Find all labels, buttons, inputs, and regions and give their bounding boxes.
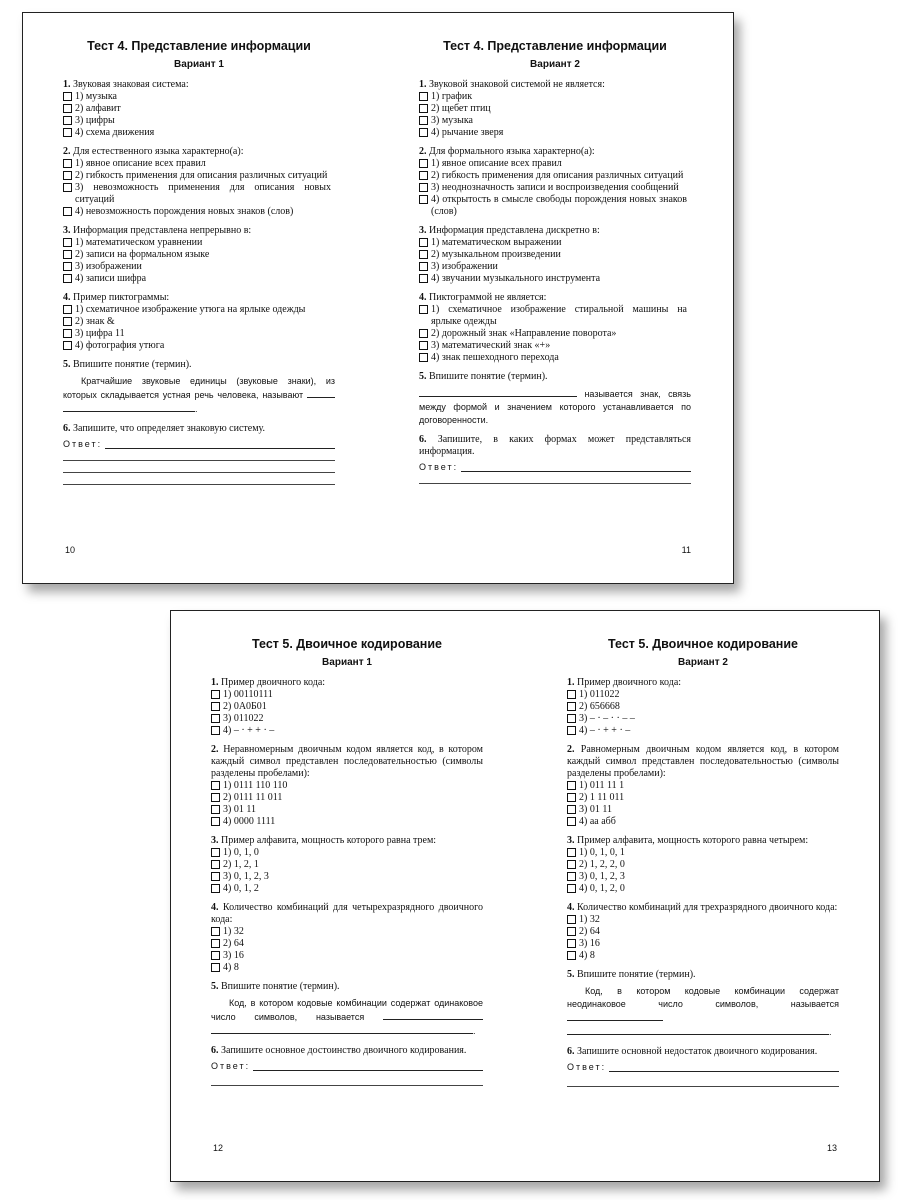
checkbox[interactable] — [63, 274, 72, 283]
question-text: Запишите, что определяет знаковую систему. — [73, 423, 266, 434]
option-1[interactable]: 1) музыка — [63, 91, 335, 103]
question-number: 3. — [211, 835, 219, 846]
option-2[interactable]: 2) 656668 — [567, 701, 839, 713]
option-1[interactable]: 1) математическом выражении — [419, 237, 691, 249]
variant-label: Вариант 1 — [174, 59, 224, 70]
question-number: 1. — [63, 79, 71, 90]
checkbox[interactable] — [419, 159, 428, 168]
checkbox[interactable] — [63, 128, 72, 137]
answer-row — [419, 462, 691, 472]
option-3[interactable]: 3) 01 11 — [567, 804, 839, 816]
question-text: Впишите понятие (термин). — [73, 359, 192, 370]
page-number: 12 — [213, 1143, 224, 1153]
checkbox[interactable] — [63, 329, 72, 338]
question-number: 6. — [567, 1046, 575, 1057]
checkbox[interactable] — [567, 872, 576, 881]
checkbox[interactable] — [567, 927, 576, 936]
fill-in-text: Код, в котором кодовые комбинации содержат неодинаковое число символов, называется . — [567, 986, 839, 1037]
option-1[interactable]: 1) математическом уравнении — [63, 237, 335, 249]
answer-blank[interactable] — [211, 1024, 473, 1034]
checkbox[interactable] — [63, 171, 72, 180]
checkbox[interactable] — [419, 274, 428, 283]
option-3[interactable]: 3) 011022 — [211, 713, 483, 725]
checkbox[interactable] — [567, 915, 576, 924]
answer-row — [211, 1061, 483, 1071]
option-1[interactable]: 1) явное описание всех правил — [63, 158, 335, 170]
checkbox[interactable] — [63, 104, 72, 113]
option-2[interactable]: 2) гибкость применения для описания различных ситуаций — [419, 170, 691, 182]
checkbox[interactable] — [567, 702, 576, 711]
question-number: 2. — [211, 744, 219, 755]
checkbox[interactable] — [567, 951, 576, 960]
checkbox[interactable] — [419, 353, 428, 362]
option-1[interactable]: 1) схематичное изображение утюга на ярлыке одежды — [63, 304, 335, 316]
checkbox[interactable] — [419, 104, 428, 113]
option-2[interactable]: 2) 64 — [211, 938, 483, 950]
variant-label: Вариант 2 — [530, 59, 580, 70]
question-5 — [567, 969, 839, 1039]
option-4[interactable]: 4) схема движения — [63, 127, 335, 139]
variant-label: Вариант 1 — [322, 657, 372, 668]
answer-line[interactable] — [63, 473, 335, 485]
question-number: 2. — [419, 146, 427, 157]
question-text: Впишите понятие (термин). — [221, 981, 340, 992]
question-1 — [211, 677, 483, 737]
checkbox[interactable] — [63, 183, 72, 192]
question-text: Информация представлена дискретно в: — [429, 225, 600, 236]
question-text: Звуковая знаковая система: — [73, 79, 189, 90]
question-3 — [211, 835, 483, 895]
option-2[interactable]: 2) дорожный знак «Направление поворота» — [419, 328, 691, 340]
question-number: 3. — [419, 225, 427, 236]
question-5 — [63, 359, 335, 416]
option-2[interactable]: 2) 1, 2, 2, 0 — [567, 859, 839, 871]
question-text: Для естественного языка характерно(а): — [73, 146, 244, 157]
page-title: Тест 4. Представление информации — [87, 39, 311, 53]
option-3[interactable]: 3) невозможность применения для описания новых ситуаций — [63, 182, 335, 206]
option-1[interactable]: 1) 011022 — [567, 689, 839, 701]
page-number: 13 — [826, 1143, 837, 1153]
checkbox[interactable] — [419, 128, 428, 137]
checkbox[interactable] — [567, 817, 576, 826]
checkbox[interactable] — [567, 714, 576, 723]
answer-label: Ответ: — [567, 1062, 607, 1072]
option-4[interactable]: 4) открытость в смысле свободы порождения новых знаков (слов) — [419, 194, 691, 218]
answer-line[interactable] — [253, 1061, 483, 1071]
question-number: 3. — [63, 225, 71, 236]
answer-line[interactable] — [567, 1072, 839, 1087]
option-4[interactable]: 4) рычание зверя — [419, 127, 691, 139]
checkbox[interactable] — [419, 92, 428, 101]
answer-blank[interactable] — [307, 388, 335, 398]
page-number: 11 — [681, 545, 691, 555]
answer-line[interactable] — [609, 1062, 839, 1072]
answer-blank[interactable] — [383, 1010, 483, 1020]
option-3[interactable]: 3) цифры — [63, 115, 335, 127]
checkbox[interactable] — [63, 238, 72, 247]
checkbox[interactable] — [211, 848, 220, 857]
answer-label: Ответ: — [63, 439, 103, 449]
option-3[interactable]: 3) математический знак «+» — [419, 340, 691, 352]
answer-row — [567, 1062, 839, 1072]
answer-blank[interactable] — [63, 402, 195, 412]
option-1[interactable]: 1) 0, 1, 0 — [211, 847, 483, 859]
question-text: Впишите понятие (термин). — [429, 371, 548, 382]
checkbox[interactable] — [211, 793, 220, 802]
option-2[interactable]: 2) 1 11 011 — [567, 792, 839, 804]
option-3[interactable]: 3) 16 — [211, 950, 483, 962]
checkbox[interactable] — [211, 860, 220, 869]
page-title: Тест 5. Двоичное кодирование — [608, 637, 798, 651]
page-title: Тест 4. Представление информации — [443, 39, 667, 53]
question-number: 3. — [567, 835, 575, 846]
fill-in-text: называется знак, связь между формой и значением которого устанавливается по договоренности. — [419, 389, 691, 425]
option-2[interactable]: 2) знак & — [63, 316, 335, 328]
checkbox[interactable] — [63, 250, 72, 259]
option-2[interactable]: 2) 64 — [567, 926, 839, 938]
question-number: 4. — [419, 292, 427, 303]
option-2[interactable]: 2) 0111 11 011 — [211, 792, 483, 804]
checkbox[interactable] — [211, 805, 220, 814]
checkbox[interactable] — [419, 183, 428, 192]
option-2[interactable]: 2) 0А0Б01 — [211, 701, 483, 713]
checkbox[interactable] — [63, 262, 72, 271]
checkbox[interactable] — [211, 690, 220, 699]
checkbox[interactable] — [567, 848, 576, 857]
question-number: 1. — [211, 677, 219, 688]
answer-blank[interactable] — [567, 1025, 829, 1035]
checkbox[interactable] — [63, 305, 72, 314]
question-number: 1. — [567, 677, 575, 688]
question-text: Для формального языка характерно(а): — [429, 146, 595, 157]
option-2[interactable]: 2) гибкость применения для описания различных ситуаций — [63, 170, 335, 182]
checkbox[interactable] — [419, 341, 428, 350]
option-3[interactable]: 3) 16 — [567, 938, 839, 950]
question-number: 5. — [419, 371, 427, 382]
question-text: Запишите основной недостаток двоичного кодирования. — [577, 1046, 818, 1057]
question-number: 6. — [211, 1045, 219, 1056]
question-2 — [211, 744, 483, 828]
checkbox[interactable] — [567, 884, 576, 893]
checkbox[interactable] — [211, 939, 220, 948]
checkbox[interactable] — [419, 116, 428, 125]
question-text: Пример алфавита, мощность которого равна четырем: — [577, 835, 809, 846]
option-4[interactable]: 4) 0, 1, 2, 0 — [567, 883, 839, 895]
question-6 — [63, 423, 335, 485]
option-3[interactable]: 3) неоднозначность записи и воспроизведения сообщений — [419, 182, 691, 194]
question-text: Запишите основное достоинство двоичного кодирования. — [221, 1045, 467, 1056]
checkbox[interactable] — [211, 951, 220, 960]
checkbox[interactable] — [63, 92, 72, 101]
checkbox[interactable] — [211, 817, 220, 826]
option-4[interactable]: 4) – · + + · – — [567, 725, 839, 737]
question-text: Пример алфавита, мощность которого равна трем: — [221, 835, 437, 846]
option-4[interactable]: 4) фотография утюга — [63, 340, 335, 352]
option-2[interactable]: 2) щебет птиц — [419, 103, 691, 115]
checkbox[interactable] — [63, 317, 72, 326]
option-1[interactable]: 1) 32 — [567, 914, 839, 926]
question-number: 4. — [63, 292, 71, 303]
question-number: 1. — [419, 79, 427, 90]
checkbox[interactable] — [419, 238, 428, 247]
option-1[interactable]: 1) схематичное изображение стиральной машины на ярлыке одежды — [419, 304, 691, 328]
checkbox[interactable] — [419, 262, 428, 271]
checkbox[interactable] — [567, 939, 576, 948]
option-4[interactable]: 4) 0, 1, 2 — [211, 883, 483, 895]
option-1[interactable]: 1) 32 — [211, 926, 483, 938]
question-text: Пиктограммой не является: — [429, 292, 547, 303]
question-number: 5. — [211, 981, 219, 992]
checkbox[interactable] — [211, 714, 220, 723]
checkbox[interactable] — [211, 726, 220, 735]
option-4[interactable]: 4) аа абб — [567, 816, 839, 828]
checkbox[interactable] — [567, 726, 576, 735]
question-text: Количество комбинаций для четырехразрядного двоичного кода: — [211, 902, 483, 925]
option-2[interactable]: 2) 1, 2, 1 — [211, 859, 483, 871]
answer-line[interactable] — [63, 449, 335, 461]
question-4 — [211, 902, 483, 974]
option-1[interactable]: 1) 0, 1, 0, 1 — [567, 847, 839, 859]
answer-label: Ответ: — [211, 1061, 251, 1071]
answer-line[interactable] — [419, 472, 691, 484]
checkbox[interactable] — [63, 341, 72, 350]
checkbox[interactable] — [211, 781, 220, 790]
option-1[interactable]: 1) явное описание всех правил — [419, 158, 691, 170]
answer-blank[interactable] — [419, 387, 577, 397]
option-4[interactable]: 4) 8 — [211, 962, 483, 974]
question-6 — [211, 1045, 483, 1086]
checkbox[interactable] — [211, 872, 220, 881]
checkbox[interactable] — [567, 860, 576, 869]
option-4[interactable]: 4) 0000 1111 — [211, 816, 483, 828]
question-1 — [567, 677, 839, 737]
question-2 — [567, 744, 839, 828]
question-text: Равномерным двоичным кодом является код, в котором каждый символ представлен последовательностью (символы разделены пробелами): — [567, 744, 839, 779]
checkbox[interactable] — [211, 884, 220, 893]
question-number: 5. — [63, 359, 71, 370]
question-2 — [419, 146, 691, 218]
answer-line[interactable] — [461, 462, 691, 472]
question-text: Звуковой знаковой системой не является: — [429, 79, 605, 90]
option-2[interactable]: 2) записи на формальном языке — [63, 249, 335, 261]
option-3[interactable]: 3) цифра 11 — [63, 328, 335, 340]
option-3[interactable]: 3) 0, 1, 2, 3 — [211, 871, 483, 883]
question-6 — [419, 434, 691, 484]
page-title: Тест 5. Двоичное кодирование — [252, 637, 442, 651]
question-6 — [567, 1046, 839, 1087]
question-5 — [419, 371, 691, 427]
question-text: Информация представлена непрерывно в: — [73, 225, 252, 236]
question-text: Количество комбинаций для трехразрядного двоичного кода: — [577, 902, 838, 913]
option-4[interactable]: 4) знак пешеходного перехода — [419, 352, 691, 364]
checkbox[interactable] — [567, 781, 576, 790]
page-number: 10 — [65, 545, 76, 555]
book-spread-test-5 — [170, 610, 880, 1182]
checkbox[interactable] — [567, 690, 576, 699]
option-3[interactable]: 3) музыка — [419, 115, 691, 127]
question-3 — [567, 835, 839, 895]
question-number: 5. — [567, 969, 575, 980]
page-12 — [211, 637, 483, 1093]
question-text: Пример двоичного кода: — [577, 677, 682, 688]
option-4[interactable]: 4) невозможность порождения новых знаков (слов) — [63, 206, 335, 218]
question-5 — [211, 981, 483, 1038]
question-4 — [63, 292, 335, 352]
checkbox[interactable] — [567, 805, 576, 814]
option-4[interactable]: 4) 8 — [567, 950, 839, 962]
answer-line[interactable] — [211, 1071, 483, 1086]
option-3[interactable]: 3) 0, 1, 2, 3 — [567, 871, 839, 883]
checkbox[interactable] — [419, 305, 428, 314]
option-1[interactable]: 1) 0111 110 110 — [211, 780, 483, 792]
question-2 — [63, 146, 335, 218]
question-number: 4. — [211, 902, 219, 913]
question-number: 2. — [567, 744, 575, 755]
answer-line[interactable] — [63, 461, 335, 473]
option-3[interactable]: 3) 01 11 — [211, 804, 483, 816]
checkbox[interactable] — [211, 702, 220, 711]
checkbox[interactable] — [419, 195, 428, 204]
option-3[interactable]: 3) – · – · · – – — [567, 713, 839, 725]
checkbox[interactable] — [419, 329, 428, 338]
page-13 — [567, 637, 839, 1094]
option-2[interactable]: 2) алфавит — [63, 103, 335, 115]
option-3[interactable]: 3) изображении — [419, 261, 691, 273]
checkbox[interactable] — [211, 927, 220, 936]
answer-label: Ответ: — [419, 462, 459, 472]
option-4[interactable]: 4) записи шифра — [63, 273, 335, 285]
checkbox[interactable] — [63, 116, 72, 125]
checkbox[interactable] — [63, 159, 72, 168]
answer-row — [63, 439, 335, 449]
answer-line[interactable] — [105, 439, 335, 449]
variant-label: Вариант 2 — [678, 657, 728, 668]
question-text: Неравномерным двоичным кодом является код, в котором каждый символ представлен последовательностью (символы разделены пробелами): — [211, 744, 484, 779]
question-number: 6. — [419, 434, 427, 445]
question-text: Пример пиктограммы: — [73, 292, 170, 303]
checkbox[interactable] — [419, 171, 428, 180]
question-3 — [63, 225, 335, 285]
question-1 — [419, 79, 691, 139]
question-number: 2. — [63, 146, 71, 157]
checkbox[interactable] — [63, 207, 72, 216]
option-4[interactable]: 4) – · + + · – — [211, 725, 483, 737]
checkbox[interactable] — [567, 793, 576, 802]
fill-in-text: Код, в котором кодовые комбинации содержат одинаковое число символов, называется . — [211, 998, 483, 1036]
question-number: 4. — [567, 902, 575, 913]
question-4 — [567, 902, 839, 962]
option-1[interactable]: 1) 00110111 — [211, 689, 483, 701]
option-2[interactable]: 2) музыкальном произведении — [419, 249, 691, 261]
question-text: Запишите, в каких формах может представляться информация. — [419, 434, 691, 457]
page-10 — [63, 39, 335, 492]
question-text: Впишите понятие (термин). — [577, 969, 696, 980]
question-4 — [419, 292, 691, 364]
checkbox[interactable] — [211, 963, 220, 972]
question-1 — [63, 79, 335, 139]
option-1[interactable]: 1) 011 11 1 — [567, 780, 839, 792]
answer-blank[interactable] — [567, 1011, 663, 1021]
checkbox[interactable] — [419, 250, 428, 259]
question-text: Пример двоичного кода: — [221, 677, 326, 688]
question-3 — [419, 225, 691, 285]
option-3[interactable]: 3) изображении — [63, 261, 335, 273]
page-11 — [419, 39, 691, 491]
question-number: 6. — [63, 423, 71, 434]
option-1[interactable]: 1) график — [419, 91, 691, 103]
fill-in-text: Кратчайшие звуковые единицы (звуковые знаки), из которых складывается устная речь человека, называют . — [63, 376, 335, 414]
option-4[interactable]: 4) звучании музыкального инструмента — [419, 273, 691, 285]
book-spread-test-4 — [22, 12, 734, 584]
